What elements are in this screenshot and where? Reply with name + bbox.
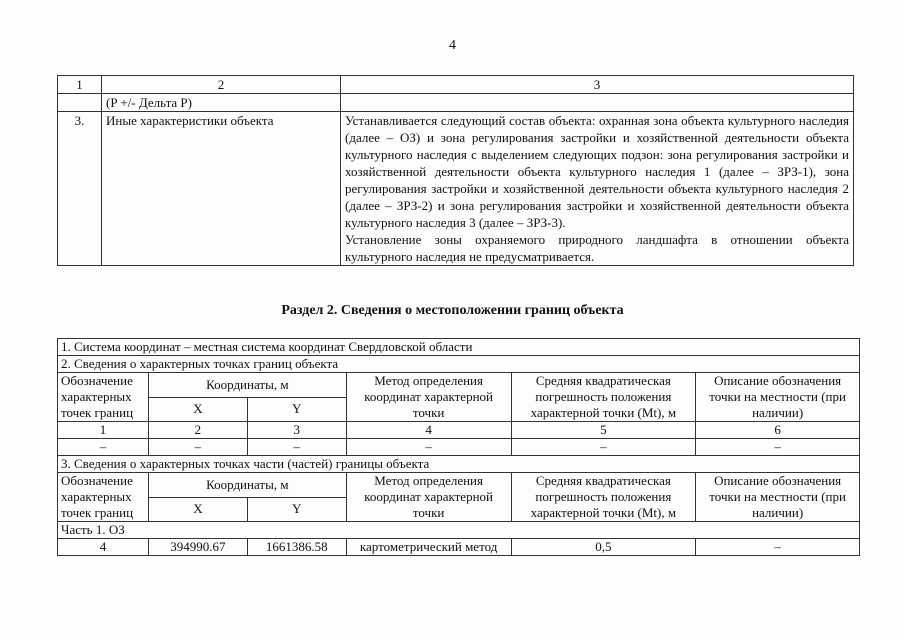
row-3-value	[341, 112, 854, 266]
continuation-value-cell	[341, 94, 854, 112]
row-3-paragraph-2: Установление зоны охраняемого природного ландшафта в отношении объекта культурного наследия не предусматривается.	[345, 232, 849, 264]
numbering-cell: 5	[511, 422, 696, 439]
point-method: картометрический метод	[346, 539, 511, 556]
header-description: Описание обозначения точки на местности (при наличии)	[696, 473, 860, 522]
header-x: X	[148, 397, 247, 422]
row-3-name: Иные характеристики объекта	[102, 112, 341, 266]
numbering-cell: 3	[247, 422, 346, 439]
numbering-cell: 2	[148, 422, 247, 439]
point-x: 394990.67	[148, 539, 247, 556]
boundary-points-table	[57, 338, 860, 556]
numbering-cell: 4	[346, 422, 511, 439]
dash-cell: –	[511, 439, 696, 456]
point-number: 4	[58, 539, 149, 556]
coordinate-system-row: 1. Система координат – местная система координат Свердловской области	[58, 339, 860, 356]
continuation-text: (P +/- Дельта P)	[102, 94, 341, 112]
header-coordinates: Координаты, м	[148, 473, 346, 498]
header-col-3: 3	[341, 76, 854, 94]
section-title: Раздел 2. Сведения о местоположении границ объекта	[281, 303, 624, 318]
dash-cell: –	[148, 439, 247, 456]
header-method: Метод определения координат характерной точки	[346, 373, 511, 422]
header-description: Описание обозначения точки на местности (при наличии)	[696, 373, 860, 422]
dash-cell: –	[247, 439, 346, 456]
point-y: 1661386.58	[247, 539, 346, 556]
row-3-number: 3.	[58, 112, 102, 266]
header-x: X	[148, 497, 247, 522]
dash-cell: –	[58, 439, 149, 456]
dash-cell: –	[346, 439, 511, 456]
header-error: Средняя квадратическая погрешность положения характерной точки (Mt), м	[511, 373, 696, 422]
header-designation: Обозначение характерных точек границ	[58, 473, 149, 522]
page-number: 4	[449, 38, 456, 53]
section-3-row: 3. Сведения о характерных точках части (частей) границы объекта	[58, 456, 860, 473]
header-y: Y	[247, 397, 346, 422]
row-3-paragraph-1: Устанавливается следующий состав объекта: охранная зона объекта культурного наследия (далее – ОЗ) и зона регулирования застройки и хозяйственной деятельности объекта культурного наследия с выделением следующих подзон: зона регулирования застройки и хозяйственной деятельности объекта культурного наследия 1 (далее – ЗРЗ-1), зона регулирования застройки и хозяйственной деятельности объекта культурного наследия 2 (далее – ЗРЗ-2) и зона регулирования застройки и хозяйственной деятельности объекта культурного наследия 3 (далее – ЗРЗ-3).	[345, 113, 849, 230]
header-designation: Обозначение характерных точек границ	[58, 373, 149, 422]
header-method: Метод определения координат характерной точки	[346, 473, 511, 522]
numbering-cell: 6	[696, 422, 860, 439]
section-2-row: 2. Сведения о характерных точках границ объекта	[58, 356, 860, 373]
continuation-num-cell	[58, 94, 102, 112]
header-col-1: 1	[58, 76, 102, 94]
header-col-2: 2	[102, 76, 341, 94]
header-error: Средняя квадратическая погрешность положения характерной точки (Mt), м	[511, 473, 696, 522]
header-y: Y	[247, 497, 346, 522]
dash-cell: –	[696, 439, 860, 456]
characteristics-table	[57, 75, 854, 266]
numbering-cell: 1	[58, 422, 149, 439]
point-error: 0,5	[511, 539, 696, 556]
part-label-row: Часть 1. ОЗ	[58, 522, 860, 539]
header-coordinates: Координаты, м	[148, 373, 346, 398]
point-description: –	[696, 539, 860, 556]
